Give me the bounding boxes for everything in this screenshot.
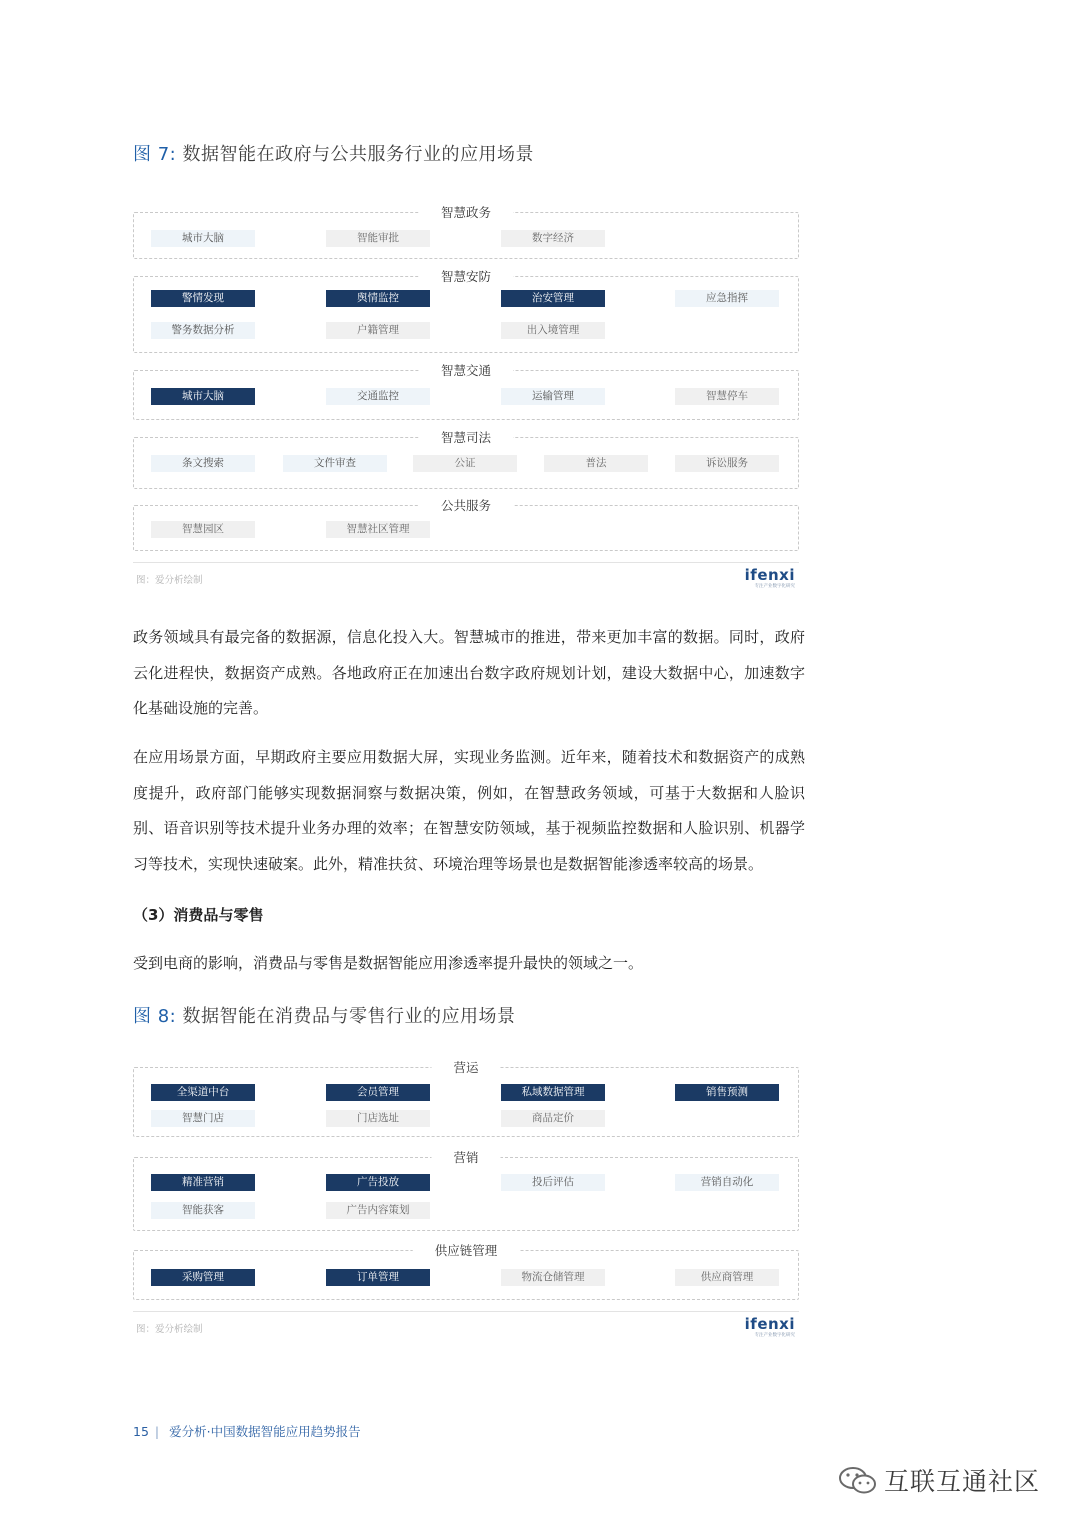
figure-7-number: 图 7: [133, 144, 177, 165]
figure-8-source-row [133, 1311, 799, 1343]
section-heading: （3）消费品与零售 [133, 906, 264, 924]
figure-8-number: 图 8: [133, 1006, 177, 1027]
figure-8-title-text: 数据智能在消费品与零售行业的应用场景 [182, 1006, 516, 1027]
scene-chip: 智能审批 [326, 230, 430, 247]
scene-chip: 广告投放 [326, 1174, 430, 1191]
watermark-text: 互联互通社区 [884, 1467, 1041, 1496]
ifenxi-logo [745, 566, 795, 590]
wechat-watermark [838, 1462, 1040, 1498]
footer-separator: | [154, 1424, 160, 1439]
scene-chip: 舆情监控 [326, 290, 430, 307]
scene-chip: 私域数据管理 [501, 1084, 605, 1101]
scene-chip: 运输管理 [501, 388, 605, 405]
scene-chip: 条文搜索 [151, 455, 255, 472]
scene-chip: 投后评估 [501, 1174, 605, 1191]
scene-chip: 智慧园区 [151, 521, 255, 538]
scene-chip: 精准营销 [151, 1174, 255, 1191]
logo-word: ifenxi [744, 1315, 795, 1333]
group-supply-chain [133, 1243, 799, 1300]
scene-chip: 文件审查 [283, 455, 387, 472]
group-marketing [133, 1150, 799, 1231]
scene-chip: 销售预测 [675, 1084, 779, 1101]
group-label: 智慧安防 [419, 268, 513, 286]
scene-chip: 全渠道中台 [151, 1084, 255, 1101]
scene-chip: 订单管理 [326, 1269, 430, 1286]
scene-chip: 普法 [544, 455, 648, 472]
scene-chip: 商品定价 [501, 1110, 605, 1127]
scene-chip: 诉讼服务 [675, 455, 779, 472]
paragraph-1: 政务领域具有最完备的数据源，信息化投入大。智慧城市的推进，带来更加丰富的数据。同时，政府云化进程快，数据资产成熟。各地政府正在加速出台数字政府规划计划，建设大数据中心，加速数字化基础设施的完善。 [133, 628, 805, 717]
group-label: 营运 [431, 1059, 500, 1077]
figure-8-title [133, 1002, 515, 1028]
scene-chip: 交通监控 [326, 388, 430, 405]
logo-tagline: 专注产业数字化研究 [754, 584, 795, 589]
scene-chip: 智慧停车 [675, 388, 779, 405]
group-smart-government [133, 205, 799, 259]
group-label: 营销 [431, 1149, 500, 1167]
figure-7-diagram [133, 203, 799, 558]
report-title: 爱分析·中国数据智能应用趋势报告 [169, 1424, 361, 1439]
group-public-service [133, 498, 799, 551]
scene-chip: 数字经济 [501, 230, 605, 247]
scene-chip: 会员管理 [326, 1084, 430, 1101]
scene-chip: 物流仓储管理 [501, 1269, 605, 1286]
group-label: 智慧司法 [419, 429, 513, 447]
scene-chip: 户籍管理 [326, 322, 430, 339]
scene-chip: 采购管理 [151, 1269, 255, 1286]
figure-source: 图：爱分析绘制 [136, 1324, 203, 1335]
scene-chip: 营销自动化 [675, 1174, 779, 1191]
scene-chip: 智能获客 [151, 1202, 255, 1219]
group-label: 智慧政务 [419, 204, 513, 222]
divider [133, 1311, 799, 1312]
divider [133, 562, 799, 563]
scene-chip: 城市大脑 [151, 388, 255, 405]
page-footer [133, 1422, 361, 1440]
scene-chip: 出入境管理 [501, 322, 605, 339]
group-label: 公共服务 [419, 497, 513, 515]
paragraph-2: 在应用场景方面，早期政府主要应用数据大屏，实现业务监测。近年来，随着技术和数据资产的成熟度提升，政府部门能够实现数据洞察与数据决策，例如，在智慧政务领域，可基于大数据和人脸识别、语音识别等技术提升业务办理的效率；在智慧安防领域，基于视频监控数据和人脸识别、机器学习等技术，实现快速破案。此外，精准扶贫、环境治理等场景也是数据智能渗透率较高的场景。 [133, 748, 805, 873]
scene-chip: 公证 [413, 455, 517, 472]
scene-chip: 供应商管理 [675, 1269, 779, 1286]
figure-7-source-row [133, 562, 799, 594]
figure-7-title-text: 数据智能在政府与公共服务行业的应用场景 [182, 144, 534, 165]
figure-source: 图：爱分析绘制 [136, 575, 203, 586]
scene-chip: 警情发现 [151, 290, 255, 307]
scene-chip: 智慧社区管理 [326, 521, 430, 538]
group-smart-traffic [133, 363, 799, 420]
group-label: 智慧交通 [419, 362, 513, 380]
scene-chip: 应急指挥 [675, 290, 779, 307]
scene-chip: 智慧门店 [151, 1110, 255, 1127]
scene-chip: 广告内容策划 [326, 1202, 430, 1219]
scene-chip: 门店选址 [326, 1110, 430, 1127]
group-operations [133, 1060, 799, 1137]
group-label: 供应链管理 [413, 1242, 520, 1260]
group-smart-justice [133, 430, 799, 489]
page-number: 15 [133, 1424, 149, 1439]
paragraph-3: 受到电商的影响，消费品与零售是数据智能应用渗透率提升最快的领域之一。 [133, 954, 644, 972]
ifenxi-logo [745, 1315, 795, 1339]
figure-8-diagram [133, 1058, 799, 1308]
scene-chip: 警务数据分析 [151, 322, 255, 339]
scene-chip: 城市大脑 [151, 230, 255, 247]
logo-tagline: 专注产业数字化研究 [754, 1333, 795, 1338]
wechat-icon [838, 1465, 878, 1495]
scene-chip: 治安管理 [501, 290, 605, 307]
group-smart-security [133, 269, 799, 353]
logo-word: ifenxi [744, 566, 795, 584]
figure-7-title [133, 140, 534, 166]
